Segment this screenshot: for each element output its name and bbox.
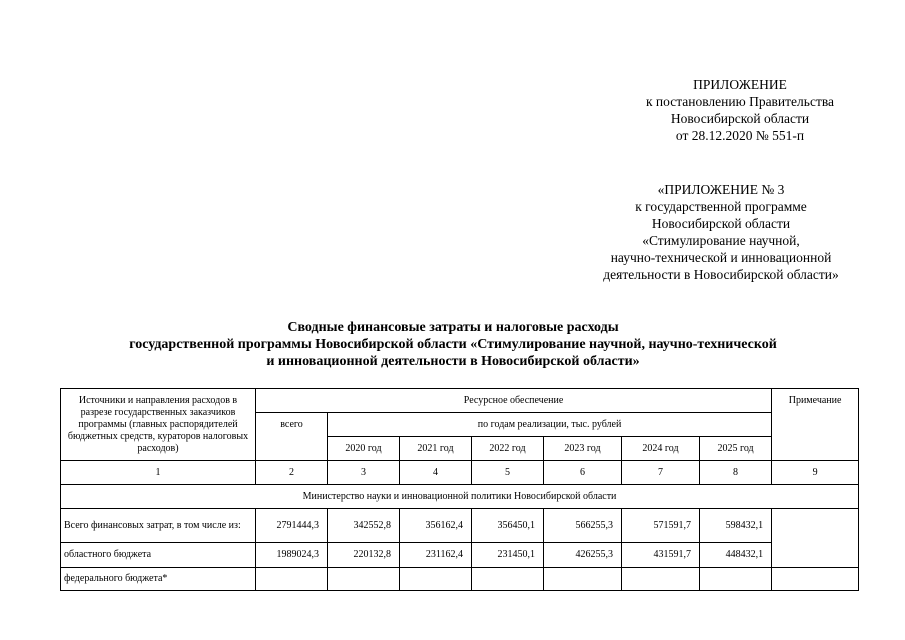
document-title [60, 319, 846, 370]
row-total: 1989024,3 [256, 543, 328, 568]
header-year: 2021 год [400, 437, 472, 461]
header-by-years: по годам реализации, тыс. рублей [328, 413, 772, 437]
section-row [61, 485, 859, 509]
approval-line: к постановлению Правительства [645, 94, 835, 109]
row-value: 356450,1 [472, 509, 544, 543]
approval-line: ПРИЛОЖЕНИЕ [693, 77, 787, 92]
appendix-line: «ПРИЛОЖЕНИЕ № 3 [657, 182, 785, 197]
approval-line: от 28.12.2020 № 551-п [675, 128, 805, 143]
financial-table [60, 388, 859, 591]
header-note: Примечание [772, 389, 859, 461]
table-row [61, 543, 859, 568]
row-label: федерального бюджета* [61, 568, 256, 591]
row-label: Всего финансовых затрат, в том числе из: [61, 509, 256, 543]
header-resources: Ресурсное обеспечение [256, 389, 772, 413]
row-value [700, 568, 772, 591]
row-value: 342552,8 [328, 509, 400, 543]
column-number: 8 [700, 461, 772, 485]
row-label: областного бюджета [61, 543, 256, 568]
row-value [622, 568, 700, 591]
row-value: 571591,7 [622, 509, 700, 543]
column-number: 3 [328, 461, 400, 485]
row-value: 231450,1 [472, 543, 544, 568]
column-number: 1 [61, 461, 256, 485]
header-total: всего [256, 413, 328, 461]
row-note [772, 509, 859, 568]
section-title: Министерство науки и инновационной политики Новосибирской области [61, 485, 859, 509]
header-year: 2022 год [472, 437, 544, 461]
row-value: 231162,4 [400, 543, 472, 568]
appendix-line: научно-технической и инновационной [610, 250, 832, 265]
title-line: Сводные финансовые затраты и налоговые расходы [287, 320, 619, 335]
row-value [400, 568, 472, 591]
row-value: 598432,1 [700, 509, 772, 543]
table-row [61, 509, 859, 543]
row-note [772, 568, 859, 591]
header-year: 2025 год [700, 437, 772, 461]
row-value [328, 568, 400, 591]
column-number: 5 [472, 461, 544, 485]
appendix-line: Новосибирской области [651, 216, 791, 231]
table-header-row [61, 389, 859, 413]
table-row [61, 568, 859, 591]
row-value [544, 568, 622, 591]
row-value: 448432,1 [700, 543, 772, 568]
row-value: 566255,3 [544, 509, 622, 543]
header-year: 2023 год [544, 437, 622, 461]
title-line: государственной программы Новосибирской области «Стимулирование научной, научно-технической [129, 337, 777, 352]
column-number: 9 [772, 461, 859, 485]
column-number: 6 [544, 461, 622, 485]
appendix-line: деятельности в Новосибирской области» [603, 267, 839, 282]
column-number: 4 [400, 461, 472, 485]
column-number: 7 [622, 461, 700, 485]
appendix-line: «Стимулирование научной, [642, 233, 800, 248]
approval-stamp [600, 76, 880, 144]
appendix-heading [548, 181, 894, 283]
row-value: 431591,7 [622, 543, 700, 568]
row-value: 356162,4 [400, 509, 472, 543]
row-value [472, 568, 544, 591]
appendix-line: к государственной программе [635, 199, 807, 214]
approval-line: Новосибирской области [670, 111, 810, 126]
header-year: 2020 год [328, 437, 400, 461]
header-sources: Источники и направления расходов в разрезе государственных заказчиков программы (главных распорядителей бюджетных средств, кураторов налоговых расходов) [61, 389, 256, 461]
column-number-row [61, 461, 859, 485]
row-total [256, 568, 328, 591]
title-line: и инновационной деятельности в Новосибирской области» [266, 354, 640, 369]
header-year: 2024 год [622, 437, 700, 461]
column-number: 2 [256, 461, 328, 485]
row-value: 220132,8 [328, 543, 400, 568]
row-value: 426255,3 [544, 543, 622, 568]
row-total: 2791444,3 [256, 509, 328, 543]
